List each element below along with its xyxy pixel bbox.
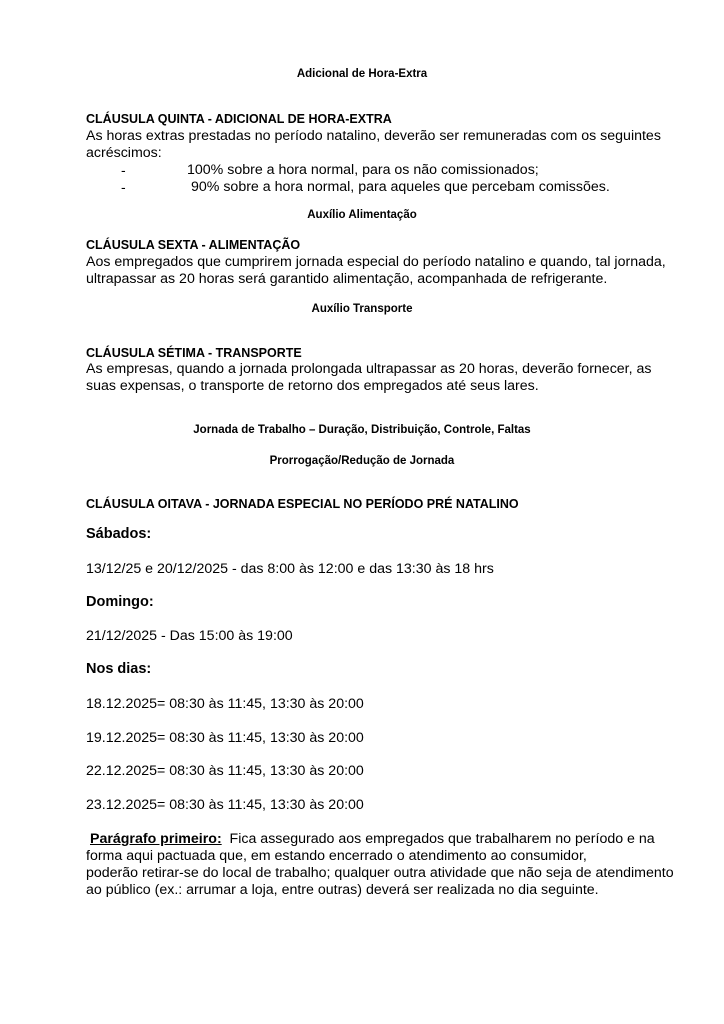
day-entry-1: 18.12.2025= 08:30 às 11:45, 13:30 às 20:00 <box>86 696 364 712</box>
day-entry-2: 19.12.2025= 08:30 às 11:45, 13:30 às 20:00 <box>86 730 364 746</box>
paragraph-label: Parágrafo primeiro: <box>90 831 222 847</box>
saturdays-text: 13/12/25 e 20/12/2025 - das 8:00 às 12:00 e das 13:30 às 18 hrs <box>86 561 494 577</box>
clause-6-line-1: Aos empregados que cumprirem jornada especial do período natalino e quando, tal jornada, <box>86 254 666 270</box>
bullet-dash-2: - <box>121 179 126 195</box>
section-title-food: Auxílio Alimentação <box>307 209 417 221</box>
paragraph-line-2: forma aqui pactuada que, em estando encerrado o atendimento ao consumidor, <box>86 848 587 864</box>
bullet-dash-1: - <box>121 162 126 178</box>
bullet-text-1: 100% sobre a hora normal, para os não comissionados; <box>187 162 539 178</box>
sunday-label: Domingo: <box>86 594 154 610</box>
section-title-extension: Prorrogação/Redução de Jornada <box>269 455 455 467</box>
clause-8-title: CLÁUSULA OITAVA - JORNADA ESPECIAL NO PERÍODO PRÉ NATALINO <box>86 497 519 511</box>
sunday-text: 21/12/2025 - Das 15:00 às 19:00 <box>86 628 293 644</box>
clause-7-line-1: As empresas, quando a jornada prolongada ultrapassar as 20 horas, deverão fornecer, as <box>86 361 652 377</box>
clause-7-title: CLÁUSULA SÉTIMA - TRANSPORTE <box>86 346 302 360</box>
section-title-transport: Auxílio Transporte <box>311 303 413 315</box>
clause-5-line-1: As horas extras prestadas no período natalino, deverão ser remuneradas com os seguintes <box>86 128 661 144</box>
clause-6-title: CLÁUSULA SEXTA - ALIMENTAÇÃO <box>86 238 301 252</box>
clause-7-line-2: suas expensas, o transporte de retorno dos empregados até seus lares. <box>86 378 539 394</box>
days-label: Nos dias: <box>86 661 152 677</box>
clause-5-line-2: acréscimos: <box>86 145 162 161</box>
paragraph-first-line <box>90 831 655 848</box>
paragraph-line-3: poderão retirar-se do local de trabalho; qualquer outra atividade que não seja de atendimento <box>86 865 674 881</box>
saturdays-label: Sábados: <box>86 526 152 542</box>
clause-5-title: CLÁUSULA QUINTA - ADICIONAL DE HORA-EXTRA <box>86 112 392 126</box>
section-title-overtime: Adicional de Hora-Extra <box>296 68 428 80</box>
paragraph-line-4: ao público (ex.: arrumar a loja, entre outras) deverá ser realizada no dia seguinte. <box>86 882 599 898</box>
bullet-text-2: 90% sobre a hora normal, para aqueles que percebam comissões. <box>191 179 610 195</box>
day-entry-3: 22.12.2025= 08:30 às 11:45, 13:30 às 20:00 <box>86 763 364 779</box>
day-entry-4: 23.12.2025= 08:30 às 11:45, 13:30 às 20:00 <box>86 797 364 813</box>
clause-6-line-2: ultrapassar as 20 horas será garantido alimentação, acompanhada de refrigerante. <box>86 271 608 287</box>
section-title-hours: Jornada de Trabalho – Duração, Distribuição, Controle, Faltas <box>193 424 531 436</box>
paragraph-line-1: Fica assegurado aos empregados que trabalharem no período e na <box>221 831 655 847</box>
